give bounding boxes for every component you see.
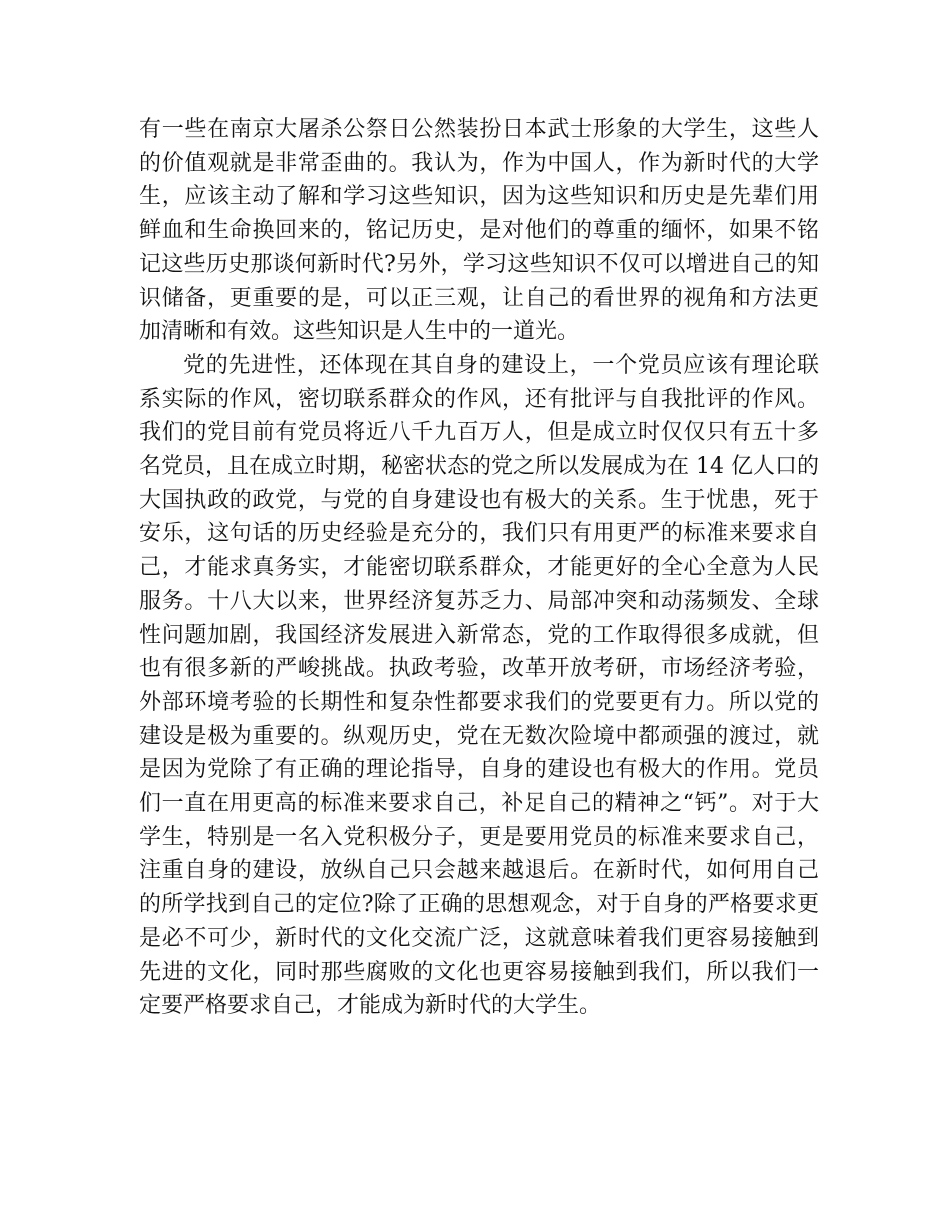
paragraph-1: 有一些在南京大屠杀公祭日公然装扮日本武士形象的大学生，这些人的价值观就是非常歪曲的。我认为，作为中国人，作为新时代的大学生，应该主动了解和学习这些知识，因为这些知识和历史是先辈们用鲜血和生命换回来的，铭记历史，是对他们的尊重的缅怀，如果不铭记这些历史那谈何新时代?另外，学习这些知识不仅可以增进自己的知识储备，更重要的是，可以正三观，让自己的看世界的视角和方法更加清晰和有效。这些知识是人生中的一道光。 bbox=[139, 117, 819, 345]
paragraph-2: 党的先进性，还体现在其自身的建设上，一个党员应该有理论联系实际的作风，密切联系群众的作风，还有批评与自我批评的作风。我们的党目前有党员将近八千九百万人，但是成立时仅仅只有五十多名党员，且在成立时期，秘密状态的党之所以发展成为在 14 亿人口的大国执政的政党，与党的自身建设也有极大的关系。生于忧患，死于安乐，这句话的历史经验是充分的，我们只有用更严的标准来要求自己，才能求真务实，才能密切联系群众，才能更好的全心全意为人民服务。十八大以来，世界经济复苏乏力、局部冲突和动荡频发、全球性问题加剧，我国经济发展进入新常态，党的工作取得很多成就，但也有很多新的严峻挑战。执政考验，改革开放考研，市场经济考验，外部环境考验的长期性和复杂性都要求我们的党要更有力。所以党的建设是极为重要的。纵观历史，党在无数次险境中都顽强的渡过，就是因为党除了有正确的理论指导，自身的建设也有极大的作用。党员们一直在用更高的标准来要求自己，补足自己的精神之“钙”。对于大学生，特别是一名入党积极分子，更是要用党员的标准来要求自己，注重自身的建设，放纵自己只会越来越退后。在新时代，如何用自己的所学找到自己的定位?除了正确的思想观念，对于自身的严格要求更是必不可少，新时代的文化交流广泛，这就意味着我们更容易接触到先进的文化，同时那些腐败的文化也更容易接触到我们，所以我们一定要严格要求自己，才能成为新时代的大学生。 bbox=[139, 352, 819, 1019]
document-body bbox=[139, 113, 819, 1023]
